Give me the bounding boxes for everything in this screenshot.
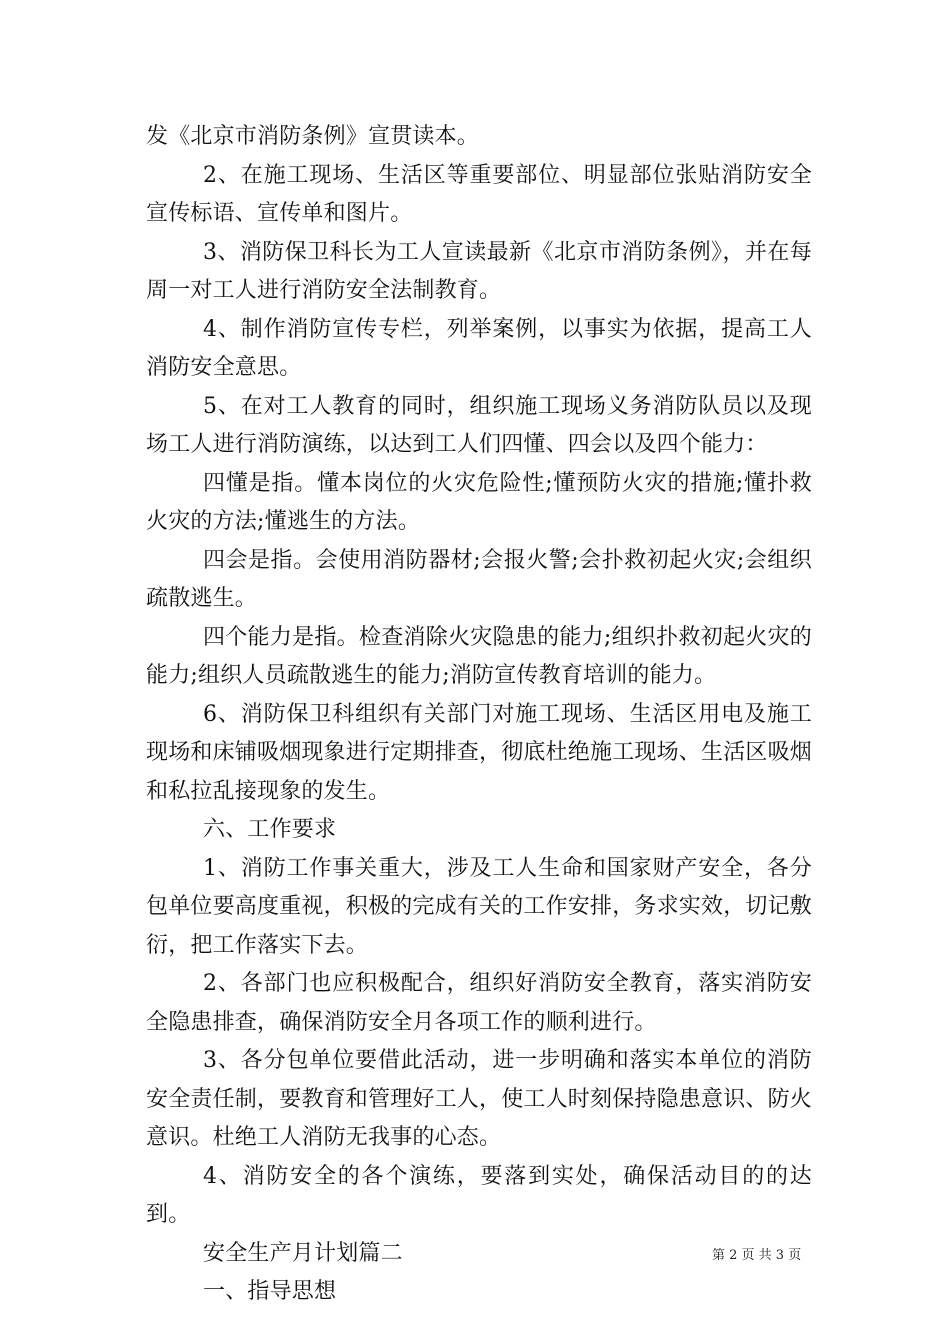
paragraph: 四会是指。会使用消防器材;会报火警;会扑救初起火灾;会组织疏散逃生。 bbox=[146, 547, 812, 611]
section-title: 安全生产月计划篇二 bbox=[203, 1240, 403, 1266]
paragraph: 2、各部门也应积极配合，组织好消防安全教育，落实消防安全隐患排查，确保消防安全月各项工作的顺利进行。 bbox=[146, 971, 812, 1035]
paragraph: 6、消防保卫科组织有关部门对施工现场、生活区用电及施工现场和床铺吸烟现象进行定期排查，彻底杜绝施工现场、生活区吸烟和私拉乱接现象的发生。 bbox=[146, 701, 813, 804]
paragraph: 四个能力是指。检查消除火灾隐患的能力;组织扑救初起火灾的能力;组织人员疏散逃生的能力;消防宣传教育培训的能力。 bbox=[146, 624, 812, 688]
paragraph: 3、消防保卫科长为工人宣读最新《北京市消防条例》，并在每周一对工人进行消防安全法制教育。 bbox=[146, 239, 812, 303]
paragraph: 5、在对工人教育的同时，组织施工现场义务消防队员以及现场工人进行消防演练，以达到工人们四懂、四会以及四个能力： bbox=[146, 393, 812, 457]
paragraph: 4、消防安全的各个演练，要落到实处，确保活动目的的达到。 bbox=[146, 1163, 812, 1227]
paragraph: 3、各分包单位要借此活动，进一步明确和落实本单位的消防安全责任制，要教育和管理好工人，使工人时刻保持隐患意识、防火意识。杜绝工人消防无我事的心态。 bbox=[146, 1048, 813, 1150]
page-number: 第 2 页 共 3 页 bbox=[712, 1248, 802, 1263]
section-heading: 六、工作要求 bbox=[203, 817, 337, 842]
section-heading: 一、指导思想 bbox=[203, 1279, 337, 1304]
paragraph: 四懂是指。懂本岗位的火灾危险性;懂预防火灾的措施;懂扑救火灾的方法;懂逃生的方法。 bbox=[146, 470, 812, 534]
paragraph: 发《北京市消防条例》宣贯读本。 bbox=[146, 124, 480, 149]
paragraph: 2、在施工现场、生活区等重要部位、明显部位张贴消防安全宣传标语、宣传单和图片。 bbox=[146, 162, 812, 226]
paragraph: 4、制作消防宣传专栏，列举案例，以事实为依据，提高工人消防安全意思。 bbox=[146, 316, 812, 380]
document-body bbox=[146, 118, 812, 1312]
paragraph: 1、消防工作事关重大，涉及工人生命和国家财产安全，各分包单位要高度重视，积极的完成有关的工作安排，务求实效，切记敷衍，把工作落实下去。 bbox=[146, 855, 813, 958]
